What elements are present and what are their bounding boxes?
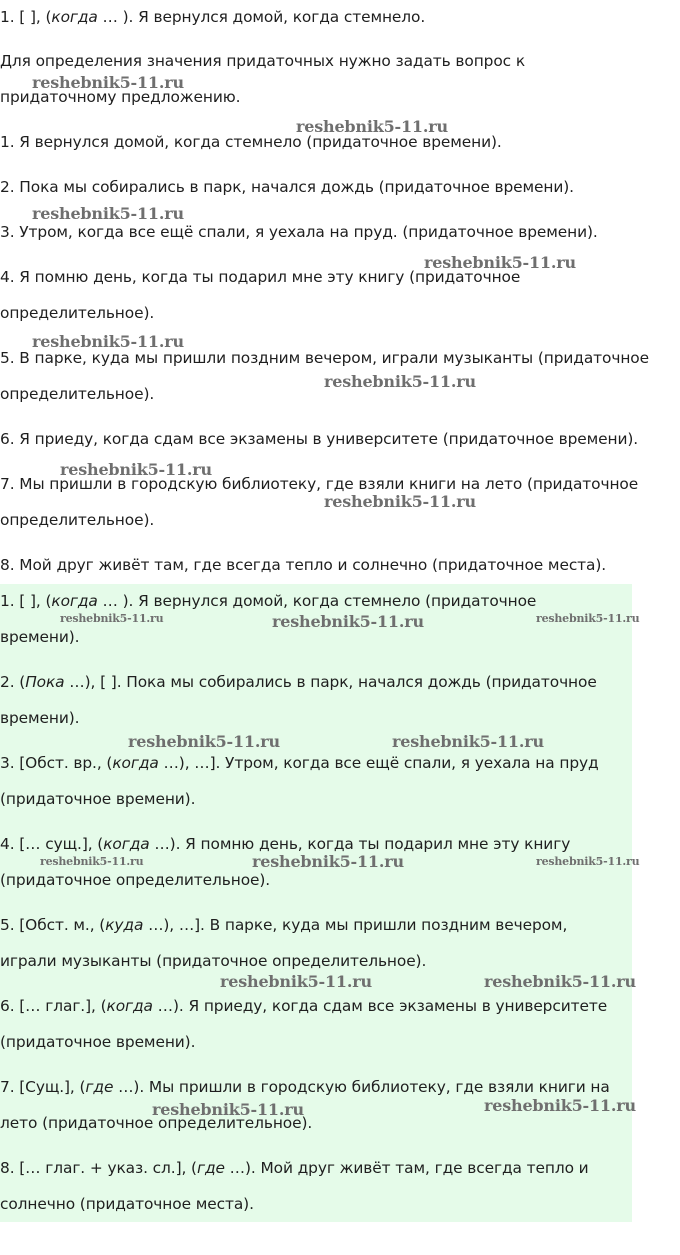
answer-line: 7. [Сущ.], (где …). Мы пришли в городскую библиотеку, где взяли книги на xyxy=(0,1078,610,1096)
watermark: reshebnik5-11.ru xyxy=(60,460,212,479)
watermark: reshebnik5-11.ru xyxy=(128,732,280,751)
task-item: определительное). xyxy=(0,385,155,403)
answer-line: (придаточное определительное). xyxy=(0,871,271,889)
answer-line: 3. [Обст. вр., (когда …), …]. Утром, когда все ещё спали, я уехала на пруд xyxy=(0,754,599,772)
watermark: reshebnik5-11.ru xyxy=(324,372,476,391)
task-item: определительное). xyxy=(0,304,155,322)
watermark: reshebnik5-11.ru xyxy=(60,612,164,625)
task-item: определительное). xyxy=(0,511,155,529)
answer-line: 1. [ ], (когда … ). Я вернулся домой, когда стемнело (придаточное xyxy=(0,592,537,610)
watermark: reshebnik5-11.ru xyxy=(220,972,372,991)
example-line xyxy=(0,8,425,26)
watermark: reshebnik5-11.ru xyxy=(484,972,636,991)
watermark: reshebnik5-11.ru xyxy=(296,117,448,136)
task-item: 6. Я приеду, когда сдам все экзамены в университете (придаточное времени). xyxy=(0,430,639,448)
answer-line: играли музыканты (придаточное определительное). xyxy=(0,952,427,970)
example-italic: когда xyxy=(51,8,98,26)
example-prefix: 1. [ ], ( xyxy=(0,8,52,26)
task-item: 4. Я помню день, когда ты подарил мне эту книгу (придаточное xyxy=(0,268,521,286)
answer-line: 4. [… сущ.], (когда …). Я помню день, когда ты подарил мне эту книгу xyxy=(0,835,571,853)
example-suffix: … ). Я вернулся домой, когда стемнело. xyxy=(97,8,426,26)
watermark: reshebnik5-11.ru xyxy=(152,1100,304,1119)
task-item: 7. Мы пришли в городскую библиотеку, где взяли книги на лето (придаточное xyxy=(0,475,639,493)
answer-line: солнечно (придаточное места). xyxy=(0,1195,254,1213)
task-item: 3. Утром, когда все ещё спали, я уехала на пруд. (придаточное времени). xyxy=(0,223,598,241)
answer-line: (придаточное времени). xyxy=(0,1033,196,1051)
answer-line: времени). xyxy=(0,628,80,646)
answer-line: 6. [… глаг.], (когда …). Я приеду, когда сдам все экзамены в университете xyxy=(0,997,608,1015)
watermark: reshebnik5-11.ru xyxy=(484,1096,636,1115)
watermark: reshebnik5-11.ru xyxy=(392,732,544,751)
watermark: reshebnik5-11.ru xyxy=(40,855,144,868)
answer-line: лето (придаточное определительное). xyxy=(0,1114,313,1132)
task-item: 1. Я вернулся домой, когда стемнело (придаточное времени). xyxy=(0,133,502,151)
watermark: reshebnik5-11.ru xyxy=(32,73,184,92)
intro-line-2: придаточному предложению. xyxy=(0,88,241,106)
watermark: reshebnik5-11.ru xyxy=(536,855,640,868)
watermark: reshebnik5-11.ru xyxy=(272,612,424,631)
task-item: 2. Пока мы собирались в парк, начался дождь (придаточное времени). xyxy=(0,178,574,196)
watermark: reshebnik5-11.ru xyxy=(324,492,476,511)
task-item: 8. Мой друг живёт там, где всегда тепло и солнечно (придаточное места). xyxy=(0,556,607,574)
watermark: reshebnik5-11.ru xyxy=(32,204,184,223)
answer-line: 8. [… глаг. + указ. сл.], (где …). Мой друг живёт там, где всегда тепло и xyxy=(0,1159,589,1177)
watermark: reshebnik5-11.ru xyxy=(32,332,184,351)
answer-line: 2. (Пока …), [ ]. Пока мы собирались в парк, начался дождь (придаточное xyxy=(0,673,597,691)
watermark: reshebnik5-11.ru xyxy=(424,253,576,272)
intro-line-1: Для определения значения придаточных нужно задать вопрос к xyxy=(0,52,526,70)
answer-line: (придаточное времени). xyxy=(0,790,196,808)
task-item: 5. В парке, куда мы пришли поздним вечером, играли музыканты (придаточное xyxy=(0,349,649,367)
watermark: reshebnik5-11.ru xyxy=(536,612,640,625)
answer-line: времени). xyxy=(0,709,80,727)
watermark: reshebnik5-11.ru xyxy=(252,852,404,871)
answer-line: 5. [Обст. м., (куда …), …]. В парке, куда мы пришли поздним вечером, xyxy=(0,916,568,934)
